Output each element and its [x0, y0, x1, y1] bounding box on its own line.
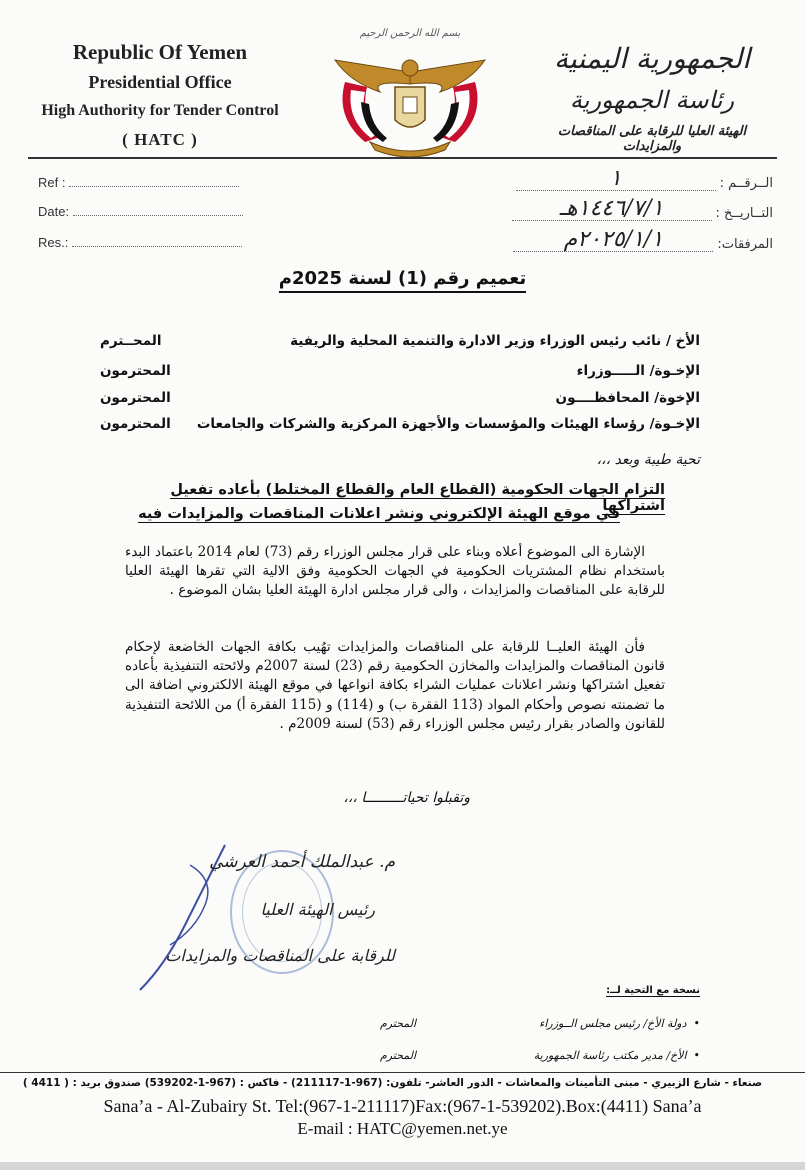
date-field	[38, 204, 243, 219]
addressee-name: الإخـوة/ الـــــوزراء	[576, 363, 700, 379]
scan-edge	[0, 1162, 805, 1170]
footer-ar-address: صنعاء - شارع الزبيري - مبنى التأمينات والمعاشات - الدور العاشر- تلفون: (967-1-211117) - فاكس : (967-1-539202) صندوق بريد : ( 4411 )	[22, 1077, 763, 1089]
body-paragraph-2: فأن الهيئة العليــا للرقابة على المناقصات والمزايدات تهُيب بكافة الجهات الخاضعة لإحكام قانون المناقصات والمزايدات والمخازن الحكومية رقم (23) لسنة 2007م ولائحته التنفيذية بأعاده تفعيل اشتراكها ونشر اعلانات عمليات الشراء بكافة انواعها في موقع الهيئة الالكتروني اضافة الى ما تضمنته نصوص وأحكام المواد (113 الفقرة ب) و (114) و (115 الفقرة أ) من اللائحة التنفيذية للقانون والصادر بقرار رئيس مجلس الوزراء رقم (53) لسنة 2009م .	[125, 639, 666, 732]
ar-attach-field	[513, 229, 773, 252]
basmala: بسم الله الرحمن الرحيم	[359, 28, 461, 39]
ref-field	[38, 175, 239, 190]
ar-date-label: التــاريــخ :	[715, 206, 773, 221]
header-en-authority: High Authority for Tender Control	[41, 102, 279, 119]
ar-attach-label: المرفقات:	[717, 237, 773, 252]
body-paragraph-1: الإشارة الى الموضوع أعلاه وبناء على قرار مجلس الوزراء رقم (73) لعام 2014 باعتماد البدء باستخدام نظام المشتريات الحكومية في الجهات الحكومية وفق الالية التي تقرها الهيئة العليا للرقابة على المناقصات والمزايدات ، والى قرار مجلس ادارة الهيئة العليا بشان الموضوع .	[125, 544, 665, 599]
header-en-office: Presidential Office	[88, 72, 232, 92]
addressee-row	[100, 390, 700, 406]
date-label: Date:	[38, 204, 70, 219]
copy-row	[380, 1017, 700, 1030]
copies-heading: نسخة مع التحية لــ:	[606, 985, 700, 996]
eagle-emblem-icon	[325, 42, 495, 162]
footer-divider	[0, 1072, 805, 1073]
addressee-name: الأخ / نائب رئيس الوزراء وزير الادارة والتنمية المحلية والريفية	[290, 333, 700, 349]
ar-attach-value: ٢٠٢٥/١/١م	[513, 229, 713, 252]
ar-number-value: ١	[516, 168, 716, 191]
ar-date-field	[512, 198, 774, 221]
addressee-honor: المحــترم	[100, 333, 162, 349]
subject-line-2: في موقع الهيئة الإلكتروني ونشر اعلانات المناقصات والمزايدات فيه	[138, 506, 620, 522]
closing-line: وتقبلوا تحياتـــــــــا ،،،	[343, 790, 470, 806]
ref-label: Ref :	[38, 175, 66, 190]
addressee-honor: المحترمون	[100, 363, 171, 379]
signatory-title-1: رئيس الهيئة العليا	[260, 900, 375, 919]
header-en-country: Republic Of Yemen	[72, 40, 248, 64]
header-ar-presidency: رئاسة الجمهورية	[569, 86, 735, 114]
header-ar-country: الجمهورية اليمنية	[553, 42, 751, 75]
footer-en-address: Sana’a - Al-Zubairy St. Tel:(967-1-211117)Fax:(967-1-539202).Box:(4411) Sana’a	[103, 1096, 702, 1116]
res-label: Res.:	[38, 235, 69, 250]
addressee-name: الإخـوة/ رؤساء الهيئات والمؤسسات والأجهزة المركزية والشركات والجامعات	[196, 416, 700, 432]
copy-honor: المحترم	[380, 1017, 417, 1030]
addressee-honor: المحترمون	[100, 390, 171, 406]
greeting: تحية طيبة وبعد ،،،	[596, 452, 700, 468]
circular-title: تعميم رقم (1) لسنة 2025م	[0, 268, 805, 289]
subject-line-1: التزام الجهات الحكومية (القطاع العام والقطاع المختلط) بأعاده تفعيل اشتراكها	[170, 482, 665, 514]
res-field	[38, 235, 242, 250]
signatory-title-2: للرقابة على المناقصات والمزايدات	[165, 946, 395, 965]
addressee-row	[100, 416, 700, 432]
copy-recipient: • دولة الأخ/ رئيس مجلس الــوزراء	[539, 1017, 700, 1030]
addressee-name: الإخوة/ المحافظــــون	[555, 390, 700, 406]
addressee-row	[100, 333, 700, 349]
republic-emblem	[325, 28, 495, 158]
ar-number-field	[516, 168, 773, 191]
addressee-honor: المحترمون	[100, 416, 171, 432]
header-divider	[28, 157, 777, 159]
ar-number-label: الــرقــم :	[719, 176, 773, 191]
copy-recipient: • الأخ/ مدير مكتب رئاسة الجمهورية	[533, 1049, 700, 1062]
footer-email: E-mail : HATC@yemen.net.ye	[297, 1119, 508, 1138]
copy-honor: المحترم	[380, 1049, 417, 1062]
signatory-name: م. عبدالملك أحمد العرشي	[209, 852, 395, 872]
header-ar-authority: الهيئة العليا للرقابة على المناقصات والمزايدات	[557, 124, 747, 154]
header-en-abbrev: ( HATC )	[122, 130, 198, 149]
addressee-row	[100, 363, 700, 379]
copy-row	[380, 1049, 700, 1062]
ar-date-value: ١٤٤٦/٧/١هـ	[512, 198, 712, 221]
